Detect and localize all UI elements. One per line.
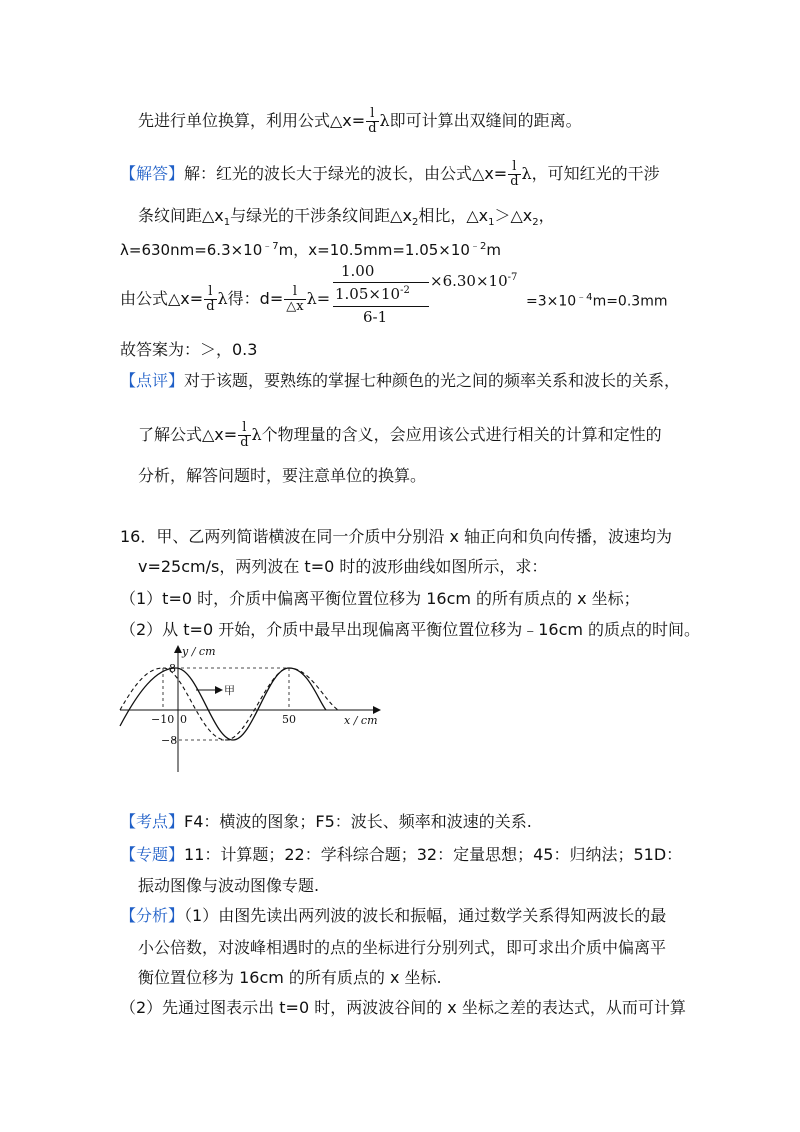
fraction-l-over-dx: $\frac{l}{\triangle x}$ — [286, 284, 304, 314]
fenxi-line-3: 衡位置位移为 16cm 的所有质点的 x 坐标. — [138, 968, 442, 987]
analysis-line-1: 先进行单位换算，利用公式△x= $\frac{l}{d}$ λ即可计算出双缝间的距离。 — [138, 106, 582, 136]
fraction-l-over-d: $\frac{l}{d}$ — [240, 420, 249, 450]
fraction-l-over-d: $\frac{l}{d}$ — [206, 284, 215, 314]
fenxi-line-2: 小公倍数，对波峰相遇时的点的坐标进行分别列式，即可求出介质中偏离平 — [138, 938, 667, 957]
fraction-l-over-d: $\frac{l}{d}$ — [368, 106, 377, 136]
q16-line-2: v=25cm/s，两列波在 t=0 时的波形曲线如图所示，求： — [138, 557, 548, 576]
comment-line-1: 【点评】对于该题，要熟练的掌握七种颜色的光之间的频率关系和波长的关系， — [120, 371, 681, 390]
x-tick-neg10: −10 — [151, 713, 175, 726]
x-tick-0: 0 — [180, 713, 187, 726]
kaodian-line: 【考点】F4：横波的图象；F5：波长、频率和波速的关系. — [120, 812, 532, 831]
fenxi-line-1: 【分析】（1）由图先读出两列波的波长和振幅，通过数学关系得知两波长的最 — [120, 906, 667, 925]
y-tick-8: 8 — [169, 662, 176, 675]
times-term: $\times 6.30\times 10^{-7}$ — [430, 272, 518, 290]
solution-tag: 【解答】 — [120, 164, 185, 183]
comment-line-2: 了解公式△x= $\frac{l}{d}$ λ个物理量的含义，会应用该公式进行相关的计算和定性的 — [138, 420, 662, 450]
wave-jia — [120, 668, 326, 740]
x-axis-label: x / cm — [344, 714, 378, 727]
arrow-label: 甲 — [224, 684, 235, 697]
q16-part-1: （1）t=0 时，介质中偏离平衡位置位移为 16cm 的所有质点的 x 坐标； — [120, 589, 640, 608]
kaodian-tag: 【考点】 — [120, 812, 185, 831]
zhuanti-tag: 【专题】 — [120, 845, 185, 864]
comment-line-3: 分析，解答问题时，要注意单位的换算。 — [138, 466, 427, 485]
formula-line: 由公式△x= $\frac{l}{d}$ λ得：d= $\frac{l}{\triangle x}$ λ= — [120, 284, 331, 314]
y-tick-neg8: −8 — [161, 734, 178, 747]
fraction-l-over-d: $\frac{l}{d}$ — [510, 159, 519, 189]
comment-tag: 【点评】 — [120, 371, 185, 390]
solution-line-3: $\lambda=630nm=6.3\times 10^{﹣7}m$，$x=10.5mm=1.05\times 10^{﹣2}m$ — [120, 241, 501, 259]
zhuanti-line-2: 振动图像与波动图像专题. — [138, 876, 320, 895]
formula-result: $=3\times 10^{﹣4}m=0.3mm$ — [526, 292, 668, 310]
q16-line-1: 16．甲、乙两列简谐横波在同一介质中分别沿 x 轴正向和负向传播，波速均为 — [120, 527, 673, 546]
zhuanti-line-1: 【专题】11：计算题；22：学科综合题；32：定量思想；45：归纳法；51D： — [120, 845, 683, 864]
q16-part-2: （2）从 t=0 开始，介质中最早出现偏离平衡位置位移为﹣16cm 的质点的时间。 — [120, 620, 701, 639]
answer-line: 故答案为：＞，0.3 — [120, 340, 258, 359]
solution-line-2: 条纹间距$\triangle x_1$与绿光的干涉条纹间距$\triangle x_2$相比，$\triangle x_1>\triangle x_2$， — [138, 206, 555, 229]
fenxi-line-4: （2）先通过图表示出 t=0 时，两波波谷间的 x 坐标之差的表达式，从而可计算 — [120, 998, 686, 1017]
x-tick-50: 50 — [282, 713, 296, 726]
wave-figure — [118, 640, 388, 775]
solution-line-1: 【解答】解：红光的波长大于绿光的波长，由公式△x= $\frac{l}{d}$ λ，可知红光的干涉 — [120, 159, 660, 189]
fenxi-tag: 【分析】 — [120, 906, 185, 925]
y-axis-label: y / cm — [182, 645, 216, 658]
